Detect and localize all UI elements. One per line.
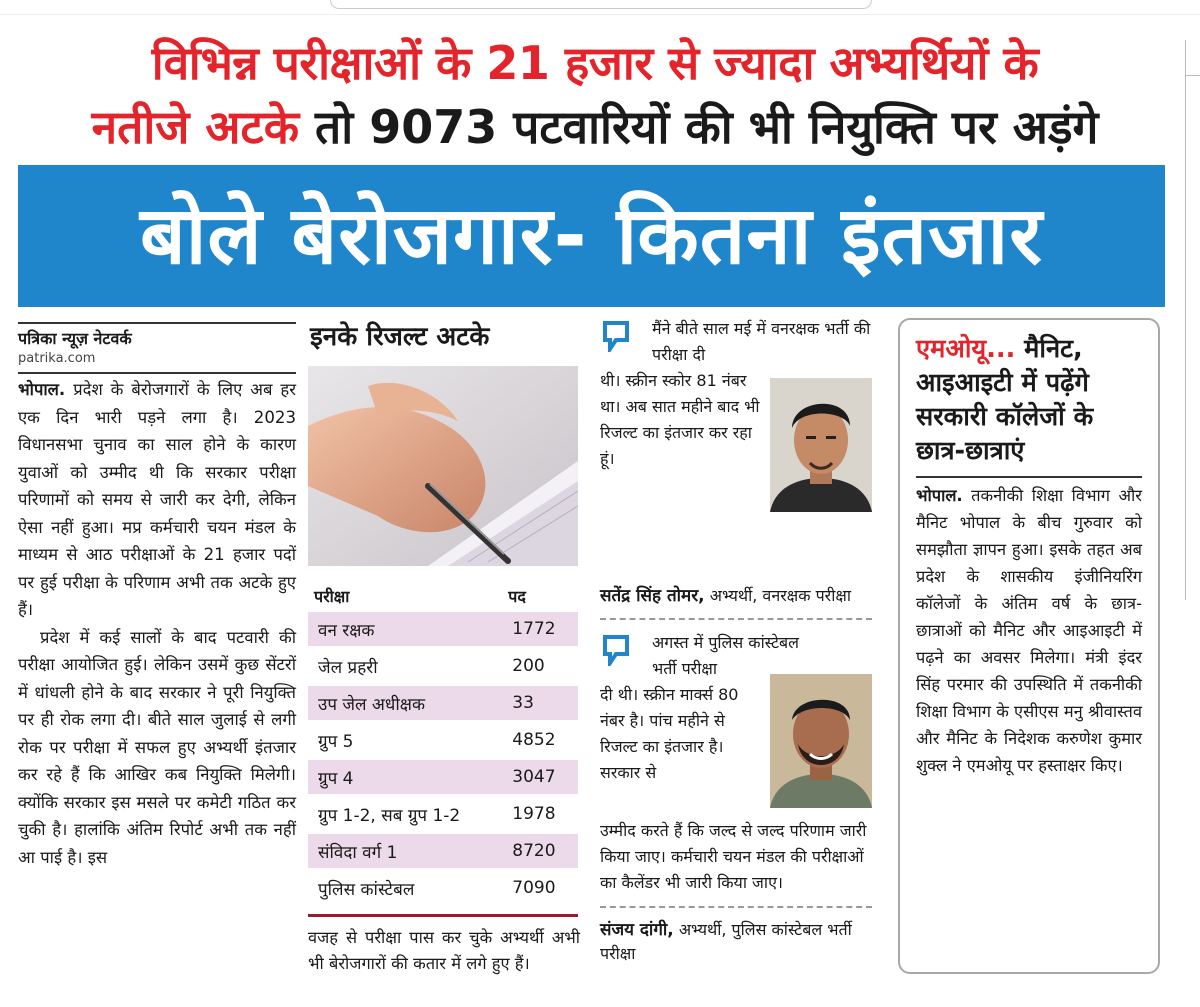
table-header-exam: परीक्षा [314, 587, 350, 606]
candidate-photo-2 [770, 674, 872, 808]
side-story-dateline: भोपाल. [916, 486, 963, 505]
quote-2-name: संजय दांगी, [600, 920, 674, 940]
candidate-quotes [600, 316, 872, 966]
top-toolbar-shape [330, 0, 872, 9]
divider [600, 618, 872, 620]
results-box [308, 320, 580, 977]
results-bottom-rule [308, 914, 578, 917]
quote-1-attribution [600, 584, 872, 608]
quote-1-text: थी। स्क्रीन स्कोर 81 नंबर था। अब सात महीने बाद भी रिजल्ट का इंतजार कर रहा हूं। [600, 371, 760, 468]
candidate-photo-1 [770, 378, 872, 512]
article-paragraph-1 [18, 376, 296, 624]
top-page-strip [0, 0, 1200, 15]
article-continuation: वजह से परीक्षा पास कर चुके अभ्यर्थी अभी भी बेरोजगारों की कतार में लगे हुए हैं। [308, 928, 580, 973]
quote-icon [602, 634, 630, 666]
table-row [308, 759, 578, 796]
table-row [308, 796, 578, 833]
article-paragraph-2: प्रदेश में कई सालों के बाद पटवारी की परीक्षा आयोजित हुई। लेकिन उसमें कुछ सेंटरों में धांधली होने के बाद सरकार ने पूरी नियुक्ति पर ही रोक लगा दी। बीते साल जुलाई से लगी रोक पर परीक्षा में सफल हुए अभ्यर्थी इंतजार कर रहे हैं कि आखिर कब नियुक्ति मिलेगी। क्योंकि सरकार इस मसले पर कमेटी गठित कर चुकी है। हालांकि अंतिम रिपोर्ट अभी तक नहीं आ पाई है। इस [18, 627, 296, 867]
quote-block-1 [600, 316, 872, 584]
table-row [308, 722, 578, 759]
posts-cell: 4852 [502, 722, 578, 759]
dateline: भोपाल. [18, 380, 66, 399]
posts-cell: 1978 [502, 796, 578, 833]
side-story-body [916, 482, 1142, 779]
posts-cell: 8720 [502, 833, 578, 870]
quote-icon [602, 320, 630, 352]
page-edge-marker [1185, 40, 1200, 600]
table-header-posts: पद [508, 587, 526, 606]
exam-cell: ग्रुप 4 [308, 759, 502, 796]
writing-hand-photo [308, 366, 578, 566]
quote-2-role: अभ्यर्थी, पुलिस कांस्टेबल भर्ती परीक्षा [600, 920, 852, 963]
exam-cell: उप जेल अधीक्षक [308, 685, 502, 722]
quote-2-text-full: उम्मीद करते हैं कि जल्द से जल्द परिणाम जारी किया जाए। कर्मचारी चयन मंडल की परीक्षाओं का कैलेंडर भी जारी किया जाए। [600, 821, 867, 892]
posts-cell: 200 [502, 648, 578, 685]
headline-line-2-black: तो 9073 पटवारियों की भी नियुक्ति पर अड़ंगे [299, 100, 1099, 154]
results-table [308, 580, 578, 908]
table-row [308, 612, 578, 648]
posts-cell: 1772 [502, 612, 578, 648]
side-story-title-red: एमओयू... [916, 334, 1016, 364]
headline-line-2-red: नतीजे अटके [91, 100, 300, 154]
side-story-text: तकनीकी शिक्षा विभाग और मैनिट भोपाल के बीच गुरुवार को समझौता ज्ञापन हुआ। इसके तहत अब प्रदेश के शासकीय इंजीनियरिंग कॉलेजों के अंतिम वर्ष के छात्र-छात्राओं को मैनिट और आइआइटी में पढ़ने का अवसर मिलेगा। मंत्री इंदर सिंह परमार की उपस्थिति में तकनीकी शिक्षा विभाग के एसीएस मनु श्रीवास्तव और मैनिट के निदेशक करुणेश कुमार शुक्ल ने एमओयू पर हस्ताक्षर किए। [916, 486, 1142, 775]
exam-cell: पुलिस कांस्टेबल [308, 870, 502, 907]
table-row [308, 833, 578, 870]
posts-cell: 3047 [502, 759, 578, 796]
side-story-title [916, 332, 1142, 468]
quote-block-2 [600, 630, 872, 818]
quote-2-attribution [600, 918, 872, 966]
quote-1-text-top: मैंने बीते साल मई में वनरक्षक भर्ती की परीक्षा दी [652, 319, 871, 364]
site-name: patrika.com [18, 351, 96, 366]
exam-cell: ग्रुप 5 [308, 722, 502, 759]
quote-1-role: अभ्यर्थी, वनरक्षक परीक्षा [704, 586, 851, 605]
exam-cell: जेल प्रहरी [308, 648, 502, 685]
banner-headline: बोले बेरोजगार- कितना इंतजार [18, 165, 1165, 307]
main-article [18, 322, 296, 871]
quote-2-text: दी थी। स्क्रीन मार्क्स 80 नंबर है। पांच महीने से रिजल्ट का इंतजार है। सरकार से [600, 685, 739, 782]
divider [916, 476, 1142, 478]
table-row [308, 870, 578, 907]
results-heading: इनके रिजल्ट अटके [310, 322, 490, 352]
article-paragraph-1-text: प्रदेश के बेरोजगारों के लिए अब हर एक दिन भारी पड़ने लगा है। 2023 विधानसभा चुनाव का साल होने के कारण युवाओं को उम्मीद थी कि सरकार परीक्षा परिणामों को समय से जारी कर देगी, लेकिन ऐसा नहीं हुआ। मप्र कर्मचारी चयन मंडल के माध्यम से आठ परीक्षाओं के 21 हजार पदों पर हुई परीक्षा के परिणाम अभी तक अटके हुए हैं। [18, 380, 296, 619]
table-row [308, 685, 578, 722]
quote-2-text-top: अगस्त में पुलिस कांस्टेबल भर्ती परीक्षा [652, 633, 800, 678]
quote-1-name: सतेंद्र सिंह तोमर, [600, 586, 705, 606]
table-row [308, 648, 578, 685]
divider [18, 372, 296, 374]
headline-line-1: विभिन्न परीक्षाओं के 21 हजार से ज्यादा अभ्यर्थियों के [151, 36, 1039, 90]
posts-cell: 7090 [502, 870, 578, 907]
posts-cell: 33 [502, 685, 578, 722]
headline-line-2 [20, 98, 1170, 156]
divider [600, 906, 872, 908]
side-story-title-black: मैनिट, आइआइटी में पढ़ेंगे सरकारी कॉलेजों के छात्र-छात्राएं [916, 334, 1094, 466]
exam-cell: वन रक्षक [308, 612, 502, 648]
side-story-box [898, 318, 1160, 974]
table-header-row [308, 580, 578, 612]
exam-cell: संविदा वर्ग 1 [308, 833, 502, 870]
exam-cell: ग्रुप 1-2, सब ग्रुप 1-2 [308, 796, 502, 833]
byline: पत्रिका न्यूज़ नेटवर्क [18, 322, 296, 350]
